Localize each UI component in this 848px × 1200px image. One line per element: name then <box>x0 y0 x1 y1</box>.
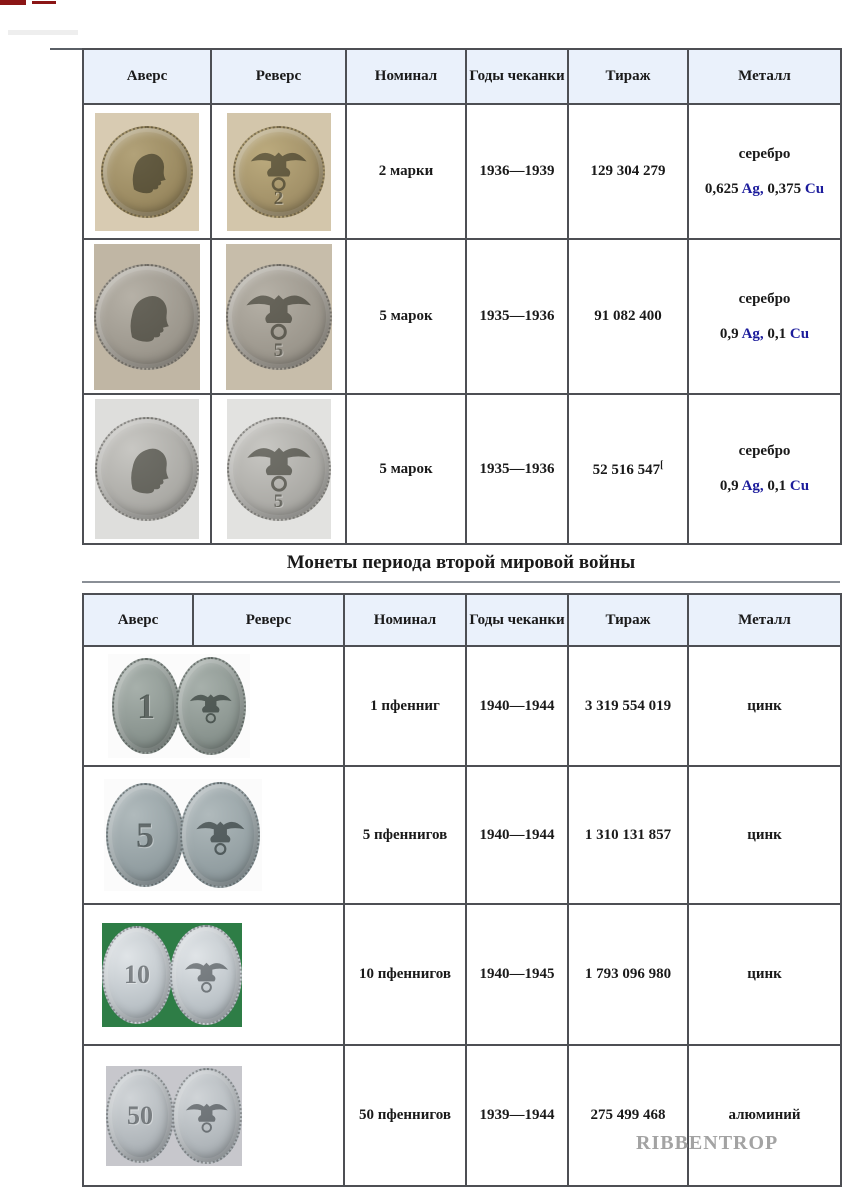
coin-photo-reverse <box>226 244 332 390</box>
comp-element-ag: Ag, <box>741 325 764 342</box>
metal-composition <box>720 478 809 495</box>
obverse-photo-cell <box>83 394 211 544</box>
coin-reverse <box>176 657 246 755</box>
comp-element-ag: Ag, <box>741 180 764 197</box>
coin-photo-cell <box>83 1045 344 1186</box>
metal-cell <box>688 394 841 544</box>
coin-value: 5 <box>136 815 154 855</box>
metal-composition <box>720 326 809 343</box>
coin-obverse <box>112 658 180 754</box>
metal-info <box>689 291 840 343</box>
scan-smudge <box>8 30 78 35</box>
mintage-value: 91 082 400 <box>594 308 662 324</box>
metal-cell: цинк <box>688 904 841 1045</box>
coin-photo-reverse <box>227 399 331 539</box>
section-title: Монеты периода второй мировой войны <box>82 552 840 583</box>
column-header-mintage: Тираж <box>568 49 688 104</box>
mintage-cell: 275 499 468 <box>568 1045 688 1186</box>
coin-value: 50 <box>127 1100 153 1130</box>
coin-value: 10 <box>124 959 150 989</box>
table-row-5-mark-a <box>83 239 841 394</box>
metal-info <box>689 443 840 495</box>
mintage-cell <box>568 394 688 544</box>
denomination-cell: 5 марок <box>346 394 466 544</box>
eagle-icon <box>242 276 315 349</box>
comp-element-cu: Cu <box>789 478 810 494</box>
years-cell: 1940—1944 <box>466 646 568 766</box>
watermark: RIBBENTROP <box>636 1132 779 1154</box>
coin-photo-cell <box>83 904 344 1045</box>
coin-value: 2 <box>273 187 284 209</box>
column-header-denomination: Номинал <box>344 594 466 646</box>
coin-reverse <box>226 264 332 370</box>
coin-photo <box>108 654 250 758</box>
mintage-value: 129 304 279 <box>590 163 666 179</box>
comp-element-ag: Ag, <box>741 478 764 494</box>
coin-photo <box>104 779 262 891</box>
reverse-photo-cell <box>211 104 346 239</box>
metal-name: серебро <box>738 145 791 162</box>
mintage-cell <box>568 239 688 394</box>
years-cell: 1940—1944 <box>466 766 568 904</box>
coin-reverse <box>170 925 242 1025</box>
metal-name: серебро <box>738 443 791 459</box>
years-cell: 1935—1936 <box>466 239 568 394</box>
comp-fraction: 0,1 <box>763 478 790 494</box>
denomination-cell: 50 пфеннигов <box>344 1045 466 1186</box>
table-row-10-pfennig <box>83 904 841 1045</box>
coin-value: 5 <box>273 339 284 361</box>
table-row-2-mark <box>83 104 841 239</box>
mintage-cell: 3 319 554 019 <box>568 646 688 766</box>
metal-cell <box>688 239 841 394</box>
column-header-years: Годы чеканки <box>466 49 568 104</box>
coin-photo-cell <box>83 646 344 766</box>
column-header-years: Годы чеканки <box>466 594 568 646</box>
mintage-cell: 1 793 096 980 <box>568 904 688 1045</box>
years-cell: 1939—1944 <box>466 1045 568 1186</box>
coin-obverse <box>106 1069 174 1163</box>
column-header-denomination: Номинал <box>346 49 466 104</box>
metal-name: серебро <box>738 290 791 307</box>
portrait-icon <box>115 140 178 203</box>
table-header-row <box>83 49 841 104</box>
column-header-obverse: Аверс <box>83 594 193 646</box>
coin-photo-obverse <box>95 113 199 231</box>
coin-value: 1 <box>137 686 155 726</box>
ww2-coins-table <box>82 593 842 1187</box>
years-cell: 1940—1945 <box>466 904 568 1045</box>
portrait-icon <box>111 433 183 505</box>
years-cell: 1935—1936 <box>466 394 568 544</box>
years-cell: 1936—1939 <box>466 104 568 239</box>
comp-fraction: 0,9 <box>719 478 742 494</box>
coin-obverse <box>106 783 184 887</box>
denomination-cell: 2 марки <box>346 104 466 239</box>
obverse-photo-cell <box>83 239 211 394</box>
obverse-photo-cell <box>83 104 211 239</box>
comp-fraction: 0,1 <box>763 325 790 342</box>
metal-cell: цинк <box>688 646 841 766</box>
column-header-reverse: Реверс <box>211 49 346 104</box>
metal-cell: алюминий <box>688 1045 841 1186</box>
eagle-icon <box>183 1082 231 1148</box>
denomination-cell: 5 марок <box>346 239 466 394</box>
coin-value: 5 <box>273 491 284 512</box>
mintage-value: 52 516 547 <box>592 461 661 478</box>
table-top-border-tail <box>50 48 84 50</box>
comp-fraction: 0,9 <box>719 325 742 342</box>
table-row-1-pfennig <box>83 646 841 766</box>
reverse-photo-cell <box>211 239 346 394</box>
table-header-row <box>83 594 841 646</box>
coin-reverse <box>227 417 331 521</box>
coin-obverse <box>94 264 200 370</box>
table-row-5-mark-b <box>83 394 841 544</box>
table-row-50-pfennig <box>83 1045 841 1186</box>
coin-obverse <box>102 926 172 1024</box>
denomination-cell: 1 пфенниг <box>344 646 466 766</box>
metal-info <box>689 146 840 198</box>
coin-obverse <box>101 126 193 218</box>
column-header-metal: Металл <box>688 49 841 104</box>
coin-photo <box>102 923 242 1027</box>
reichsmark-coins-table <box>82 48 842 545</box>
metal-cell <box>688 104 841 239</box>
coin-obverse <box>95 417 199 521</box>
metal-composition <box>705 181 824 198</box>
denomination-cell: 5 пфеннигов <box>344 766 466 904</box>
table-row-5-pfennig <box>83 766 841 904</box>
column-header-obverse: Аверс <box>83 49 211 104</box>
coin-photo-reverse <box>227 113 331 231</box>
eagle-icon <box>187 672 235 740</box>
portrait-icon <box>110 280 183 353</box>
column-header-metal: Металл <box>688 594 841 646</box>
reverse-photo-cell <box>211 394 346 544</box>
comp-element-cu: Cu <box>789 325 810 342</box>
comp-element-cu: Cu <box>804 180 825 197</box>
eagle-icon <box>193 798 248 871</box>
denomination-cell: 10 пфеннигов <box>344 904 466 1045</box>
metal-cell: цинк <box>688 766 841 904</box>
column-header-reverse: Реверс <box>193 594 344 646</box>
mintage-cell <box>568 104 688 239</box>
comp-fraction: 0,625 <box>704 180 742 197</box>
mintage-cell: 1 310 131 857 <box>568 766 688 904</box>
coin-photo-obverse <box>94 244 200 390</box>
comp-fraction: 0,375 <box>763 180 805 197</box>
coin-reverse <box>233 126 325 218</box>
page-corner-mark <box>0 0 26 5</box>
coin-photo-cell <box>83 766 344 904</box>
coin-reverse <box>180 782 260 888</box>
coin-reverse <box>172 1068 242 1164</box>
column-header-mintage: Тираж <box>568 594 688 646</box>
footnote-mark: [ <box>660 459 664 471</box>
coin-photo-obverse <box>95 399 199 539</box>
coin-photo <box>106 1066 242 1166</box>
eagle-icon <box>182 940 231 1009</box>
